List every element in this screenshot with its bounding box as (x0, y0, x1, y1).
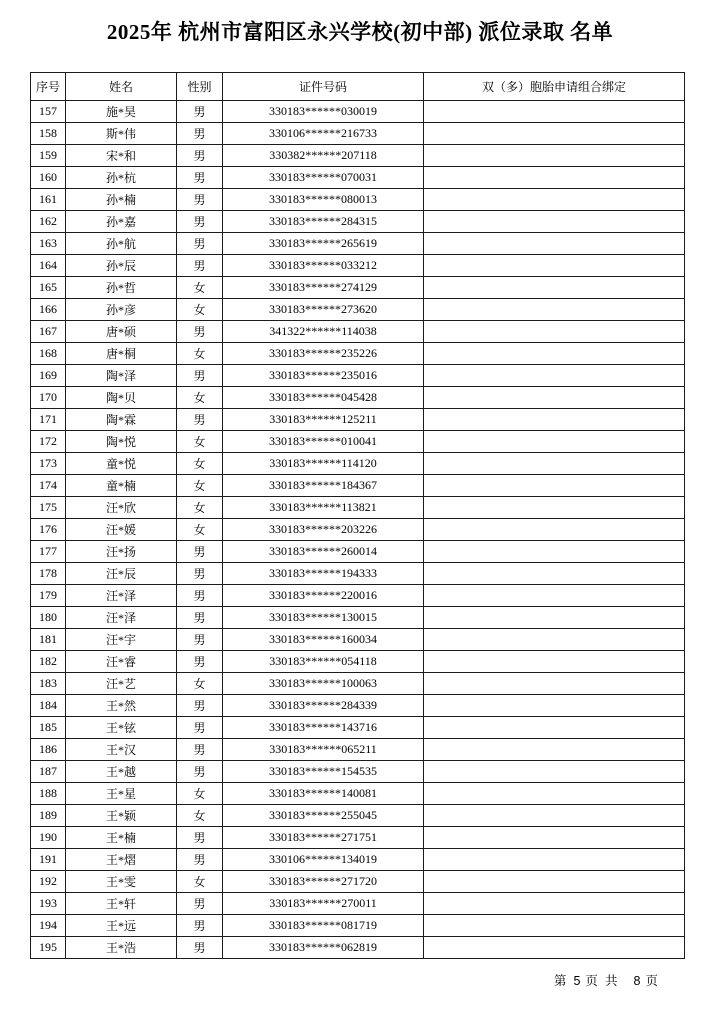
cell-gender: 女 (177, 453, 223, 475)
cell-seq: 158 (31, 123, 66, 145)
table-row (31, 497, 685, 519)
table-row (31, 233, 685, 255)
cell-gender: 男 (177, 233, 223, 255)
cell-gender: 女 (177, 497, 223, 519)
cell-id-number: 330183******062819 (223, 937, 424, 959)
cell-twin-binding (424, 145, 685, 167)
cell-twin-binding (424, 673, 685, 695)
cell-seq: 164 (31, 255, 66, 277)
cell-seq: 166 (31, 299, 66, 321)
cell-twin-binding (424, 519, 685, 541)
cell-gender: 男 (177, 717, 223, 739)
cell-gender: 男 (177, 365, 223, 387)
cell-name: 施*昊 (66, 101, 177, 123)
cell-gender: 男 (177, 101, 223, 123)
column-header-seq: 序号 (31, 73, 66, 101)
table-row (31, 101, 685, 123)
table-row (31, 673, 685, 695)
cell-gender: 男 (177, 255, 223, 277)
cell-seq: 192 (31, 871, 66, 893)
table-row (31, 541, 685, 563)
table-row (31, 761, 685, 783)
cell-twin-binding (424, 123, 685, 145)
cell-id-number: 330183******030019 (223, 101, 424, 123)
cell-name: 汪*睿 (66, 651, 177, 673)
column-header-twin-binding: 双（多）胞胎申请组合绑定 (424, 73, 685, 101)
cell-gender: 男 (177, 585, 223, 607)
cell-seq: 162 (31, 211, 66, 233)
cell-seq: 165 (31, 277, 66, 299)
column-header-name: 姓名 (66, 73, 177, 101)
cell-id-number: 330183******045428 (223, 387, 424, 409)
cell-seq: 186 (31, 739, 66, 761)
cell-id-number: 330183******220016 (223, 585, 424, 607)
cell-name: 孙*哲 (66, 277, 177, 299)
footer-middle: 页 共 (585, 974, 620, 988)
cell-twin-binding (424, 277, 685, 299)
cell-seq: 157 (31, 101, 66, 123)
cell-gender: 男 (177, 145, 223, 167)
cell-gender: 女 (177, 277, 223, 299)
cell-name: 陶*贝 (66, 387, 177, 409)
cell-name: 孙*楠 (66, 189, 177, 211)
cell-seq: 174 (31, 475, 66, 497)
cell-seq: 182 (31, 651, 66, 673)
table-row (31, 849, 685, 871)
table-row (31, 255, 685, 277)
cell-id-number: 330183******140081 (223, 783, 424, 805)
cell-name: 王*然 (66, 695, 177, 717)
cell-twin-binding (424, 761, 685, 783)
cell-seq: 190 (31, 827, 66, 849)
cell-twin-binding (424, 783, 685, 805)
column-header-id-number: 证件号码 (223, 73, 424, 101)
cell-name: 孙*杭 (66, 167, 177, 189)
cell-name: 王*颖 (66, 805, 177, 827)
cell-id-number: 330183******274129 (223, 277, 424, 299)
cell-seq: 180 (31, 607, 66, 629)
cell-gender: 女 (177, 431, 223, 453)
cell-seq: 185 (31, 717, 66, 739)
cell-gender: 男 (177, 211, 223, 233)
table-header-row (31, 73, 685, 101)
table-row (31, 123, 685, 145)
cell-name: 王*铉 (66, 717, 177, 739)
cell-name: 汪*媛 (66, 519, 177, 541)
cell-seq: 177 (31, 541, 66, 563)
cell-id-number: 330183******184367 (223, 475, 424, 497)
cell-gender: 男 (177, 893, 223, 915)
table-row (31, 365, 685, 387)
cell-gender: 男 (177, 123, 223, 145)
table-row (31, 409, 685, 431)
cell-seq: 189 (31, 805, 66, 827)
cell-seq: 163 (31, 233, 66, 255)
cell-twin-binding (424, 585, 685, 607)
cell-id-number: 330183******255045 (223, 805, 424, 827)
cell-seq: 173 (31, 453, 66, 475)
cell-id-number: 330183******271720 (223, 871, 424, 893)
cell-name: 斯*伟 (66, 123, 177, 145)
table-row (31, 453, 685, 475)
table-row (31, 145, 685, 167)
cell-name: 汪*泽 (66, 585, 177, 607)
table-row (31, 937, 685, 959)
cell-twin-binding (424, 607, 685, 629)
table-row (31, 827, 685, 849)
cell-gender: 女 (177, 871, 223, 893)
cell-seq: 170 (31, 387, 66, 409)
cell-id-number: 330183******130015 (223, 607, 424, 629)
cell-name: 陶*霖 (66, 409, 177, 431)
cell-id-number: 330183******273620 (223, 299, 424, 321)
footer-suffix: 页 (645, 974, 660, 988)
footer-prefix: 第 (553, 974, 569, 988)
cell-name: 王*熠 (66, 849, 177, 871)
table-row (31, 585, 685, 607)
cell-id-number: 330183******203226 (223, 519, 424, 541)
table-row (31, 431, 685, 453)
cell-twin-binding (424, 871, 685, 893)
cell-id-number: 330183******235016 (223, 365, 424, 387)
cell-name: 童*楠 (66, 475, 177, 497)
cell-twin-binding (424, 211, 685, 233)
cell-name: 孙*辰 (66, 255, 177, 277)
cell-id-number: 341322******114038 (223, 321, 424, 343)
cell-gender: 女 (177, 783, 223, 805)
cell-twin-binding (424, 629, 685, 651)
cell-twin-binding (424, 849, 685, 871)
cell-name: 王*雯 (66, 871, 177, 893)
cell-gender: 男 (177, 563, 223, 585)
cell-gender: 男 (177, 915, 223, 937)
table-row (31, 475, 685, 497)
cell-gender: 女 (177, 475, 223, 497)
cell-twin-binding (424, 233, 685, 255)
cell-twin-binding (424, 805, 685, 827)
cell-gender: 男 (177, 321, 223, 343)
cell-gender: 女 (177, 387, 223, 409)
table-row (31, 189, 685, 211)
cell-seq: 167 (31, 321, 66, 343)
cell-name: 唐*桐 (66, 343, 177, 365)
cell-twin-binding (424, 739, 685, 761)
cell-twin-binding (424, 695, 685, 717)
cell-id-number: 330106******134019 (223, 849, 424, 871)
cell-name: 汪*宇 (66, 629, 177, 651)
cell-gender: 男 (177, 189, 223, 211)
cell-name: 王*浩 (66, 937, 177, 959)
table-row (31, 387, 685, 409)
cell-twin-binding (424, 453, 685, 475)
cell-id-number: 330183******284315 (223, 211, 424, 233)
table-row (31, 277, 685, 299)
cell-twin-binding (424, 365, 685, 387)
table-row (31, 343, 685, 365)
cell-seq: 160 (31, 167, 66, 189)
cell-id-number: 330183******100063 (223, 673, 424, 695)
cell-twin-binding (424, 717, 685, 739)
cell-seq: 168 (31, 343, 66, 365)
cell-id-number: 330183******080013 (223, 189, 424, 211)
table-row (31, 783, 685, 805)
cell-seq: 187 (31, 761, 66, 783)
cell-gender: 男 (177, 827, 223, 849)
cell-id-number: 330183******125211 (223, 409, 424, 431)
cell-twin-binding (424, 651, 685, 673)
cell-gender: 男 (177, 167, 223, 189)
cell-twin-binding (424, 189, 685, 211)
cell-id-number: 330183******081719 (223, 915, 424, 937)
cell-id-number: 330183******270011 (223, 893, 424, 915)
cell-name: 宋*和 (66, 145, 177, 167)
cell-name: 汪*欣 (66, 497, 177, 519)
cell-twin-binding (424, 343, 685, 365)
cell-twin-binding (424, 827, 685, 849)
cell-name: 童*悦 (66, 453, 177, 475)
cell-name: 唐*硕 (66, 321, 177, 343)
cell-gender: 女 (177, 673, 223, 695)
table-row (31, 607, 685, 629)
cell-seq: 178 (31, 563, 66, 585)
cell-id-number: 330183******194333 (223, 563, 424, 585)
cell-gender: 女 (177, 519, 223, 541)
table-row (31, 563, 685, 585)
cell-id-number: 330183******054118 (223, 651, 424, 673)
cell-name: 孙*航 (66, 233, 177, 255)
table-row (31, 915, 685, 937)
table-row (31, 893, 685, 915)
cell-twin-binding (424, 915, 685, 937)
cell-twin-binding (424, 101, 685, 123)
cell-twin-binding (424, 893, 685, 915)
table-body (31, 101, 685, 959)
table-row (31, 211, 685, 233)
cell-id-number: 330183******160034 (223, 629, 424, 651)
cell-name: 汪*辰 (66, 563, 177, 585)
cell-seq: 195 (31, 937, 66, 959)
cell-name: 王*越 (66, 761, 177, 783)
cell-gender: 男 (177, 541, 223, 563)
cell-name: 汪*泽 (66, 607, 177, 629)
cell-twin-binding (424, 409, 685, 431)
cell-seq: 184 (31, 695, 66, 717)
cell-id-number: 330183******113821 (223, 497, 424, 519)
cell-seq: 179 (31, 585, 66, 607)
cell-id-number: 330106******216733 (223, 123, 424, 145)
cell-name: 陶*泽 (66, 365, 177, 387)
cell-id-number: 330183******143716 (223, 717, 424, 739)
cell-gender: 男 (177, 761, 223, 783)
cell-twin-binding (424, 387, 685, 409)
cell-seq: 183 (31, 673, 66, 695)
cell-twin-binding (424, 563, 685, 585)
cell-name: 王*星 (66, 783, 177, 805)
cell-gender: 男 (177, 739, 223, 761)
cell-gender: 女 (177, 343, 223, 365)
cell-id-number: 330183******265619 (223, 233, 424, 255)
cell-twin-binding (424, 937, 685, 959)
cell-seq: 161 (31, 189, 66, 211)
cell-id-number: 330183******070031 (223, 167, 424, 189)
table-row (31, 167, 685, 189)
cell-gender: 男 (177, 937, 223, 959)
footer-total-pages: 8 (633, 974, 641, 988)
cell-twin-binding (424, 431, 685, 453)
cell-id-number: 330183******235226 (223, 343, 424, 365)
cell-name: 陶*悦 (66, 431, 177, 453)
cell-gender: 男 (177, 409, 223, 431)
cell-name: 孙*嘉 (66, 211, 177, 233)
table-row (31, 739, 685, 761)
cell-gender: 女 (177, 805, 223, 827)
cell-seq: 159 (31, 145, 66, 167)
cell-seq: 169 (31, 365, 66, 387)
table-row (31, 629, 685, 651)
column-header-gender: 性别 (177, 73, 223, 101)
cell-name: 王*楠 (66, 827, 177, 849)
cell-gender: 男 (177, 695, 223, 717)
cell-id-number: 330183******010041 (223, 431, 424, 453)
cell-id-number: 330183******271751 (223, 827, 424, 849)
table-row (31, 695, 685, 717)
table-row (31, 871, 685, 893)
page-title: 2025年 杭州市富阳区永兴学校(初中部) 派位录取 名单 (106, 20, 614, 44)
cell-name: 王*汉 (66, 739, 177, 761)
cell-gender: 男 (177, 607, 223, 629)
cell-gender: 男 (177, 849, 223, 871)
cell-id-number: 330382******207118 (223, 145, 424, 167)
cell-id-number: 330183******033212 (223, 255, 424, 277)
cell-name: 孙*彦 (66, 299, 177, 321)
table-row (31, 651, 685, 673)
cell-id-number: 330183******260014 (223, 541, 424, 563)
cell-seq: 171 (31, 409, 66, 431)
page-footer (554, 971, 660, 989)
cell-seq: 194 (31, 915, 66, 937)
cell-id-number: 330183******114120 (223, 453, 424, 475)
cell-twin-binding (424, 497, 685, 519)
cell-name: 王*远 (66, 915, 177, 937)
cell-id-number: 330183******154535 (223, 761, 424, 783)
cell-twin-binding (424, 167, 685, 189)
cell-seq: 181 (31, 629, 66, 651)
footer-page-number: 5 (573, 974, 581, 988)
table-row (31, 519, 685, 541)
table-row (31, 805, 685, 827)
cell-id-number: 330183******065211 (223, 739, 424, 761)
cell-seq: 176 (31, 519, 66, 541)
cell-twin-binding (424, 299, 685, 321)
cell-seq: 191 (31, 849, 66, 871)
cell-twin-binding (424, 321, 685, 343)
cell-name: 王*轩 (66, 893, 177, 915)
cell-twin-binding (424, 255, 685, 277)
cell-seq: 172 (31, 431, 66, 453)
cell-seq: 188 (31, 783, 66, 805)
cell-twin-binding (424, 541, 685, 563)
cell-seq: 175 (31, 497, 66, 519)
cell-gender: 男 (177, 651, 223, 673)
cell-twin-binding (424, 475, 685, 497)
cell-gender: 男 (177, 629, 223, 651)
table-row (31, 299, 685, 321)
table-row (31, 717, 685, 739)
cell-seq: 193 (31, 893, 66, 915)
cell-id-number: 330183******284339 (223, 695, 424, 717)
cell-name: 汪*艺 (66, 673, 177, 695)
cell-name: 汪*扬 (66, 541, 177, 563)
admission-roster-table (30, 72, 685, 959)
table-row (31, 321, 685, 343)
cell-gender: 女 (177, 299, 223, 321)
